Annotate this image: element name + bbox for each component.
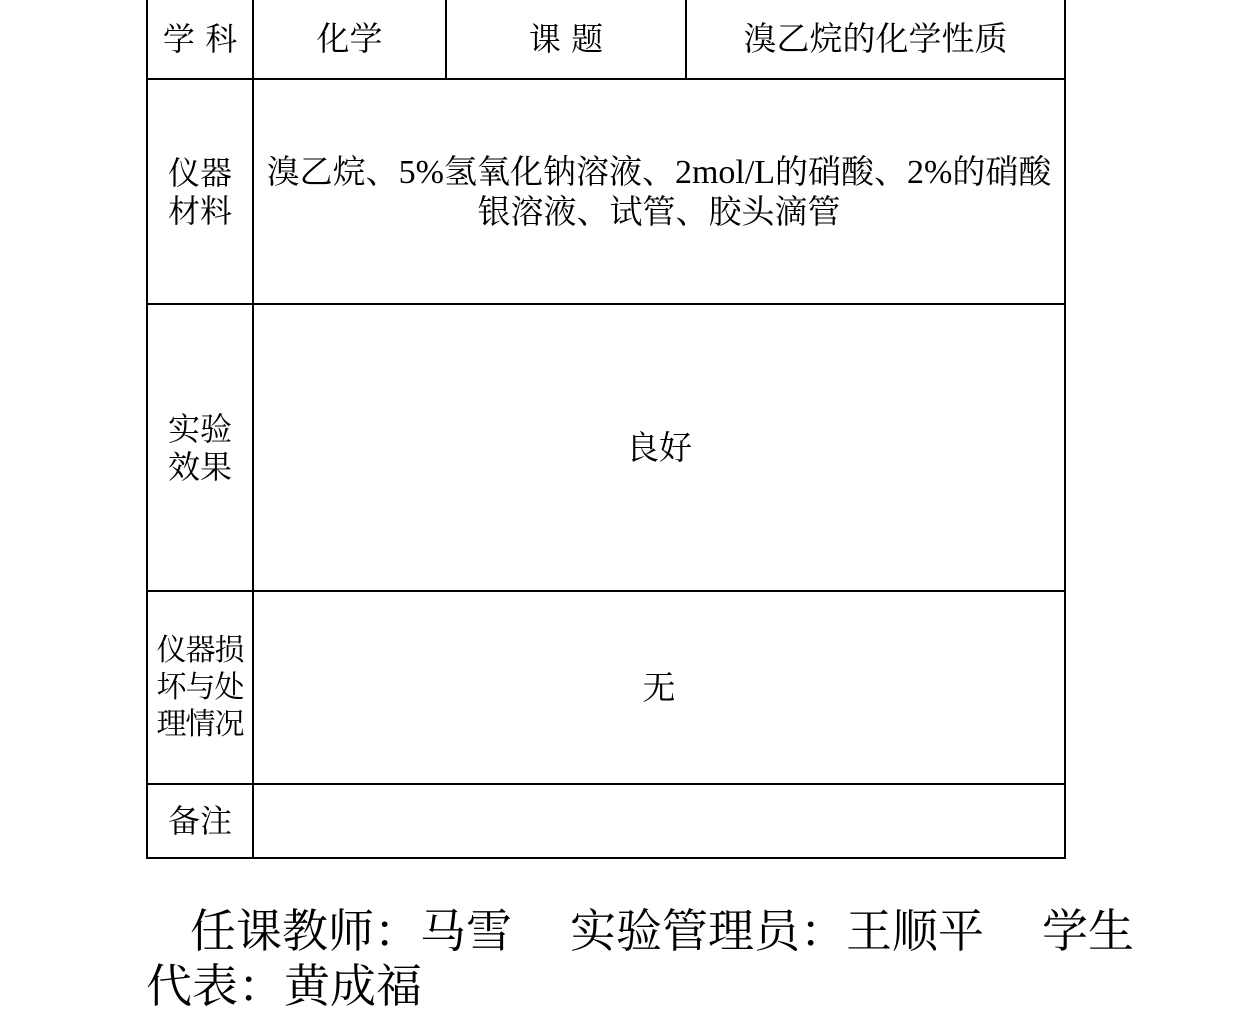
equipment-row [147,79,1065,304]
student-rep-name: 黄成福 [284,959,422,1013]
teacher-name: 马雪 [420,904,512,958]
remark-value [253,784,1065,858]
equipment-text-part1: 溴乙烷、 [266,152,399,191]
damage-value: 无 [253,591,1065,784]
damage-row [147,591,1065,784]
signature-line-continued [146,957,422,1015]
damage-label-text: 仪器损坏与处理情况 [156,633,244,742]
equipment-value [253,79,1065,304]
equipment-text-part4: 2mol/L [674,154,776,191]
remark-label: 备注 [147,784,253,858]
topic-label: 课 题 [446,0,686,79]
equipment-text-part2: 5% [398,154,444,191]
result-value: 良好 [253,304,1065,591]
subject-topic-row [147,0,1065,79]
result-label-text: 实验效果 [167,409,232,486]
subject-value: 化学 [253,0,446,79]
student-rep-label: 代表： [146,959,284,1013]
result-label [147,304,253,591]
damage-label [147,591,253,784]
student-label: 学生 [1042,904,1134,958]
subject-label: 学 科 [147,0,253,79]
teacher-label: 任课教师： [190,904,420,958]
equipment-text-part3: 氢氧化钠溶液、 [443,152,675,191]
experiment-record-table [146,0,1066,859]
signature-line [190,902,1134,960]
equipment-text-part6: 2% [907,154,953,191]
equipment-label-text: 仪器材料 [167,153,232,230]
admin-label: 实验管理员： [570,904,846,958]
equipment-text-part5: 的硝酸、 [775,152,908,191]
equipment-label [147,79,253,304]
remark-row [147,784,1065,858]
result-row [147,304,1065,591]
equipment-text-part7: 的硝酸银溶液、试管、胶头滴管 [477,152,1052,231]
admin-name: 王顺平 [846,904,984,958]
topic-value: 溴乙烷的化学性质 [686,0,1065,79]
